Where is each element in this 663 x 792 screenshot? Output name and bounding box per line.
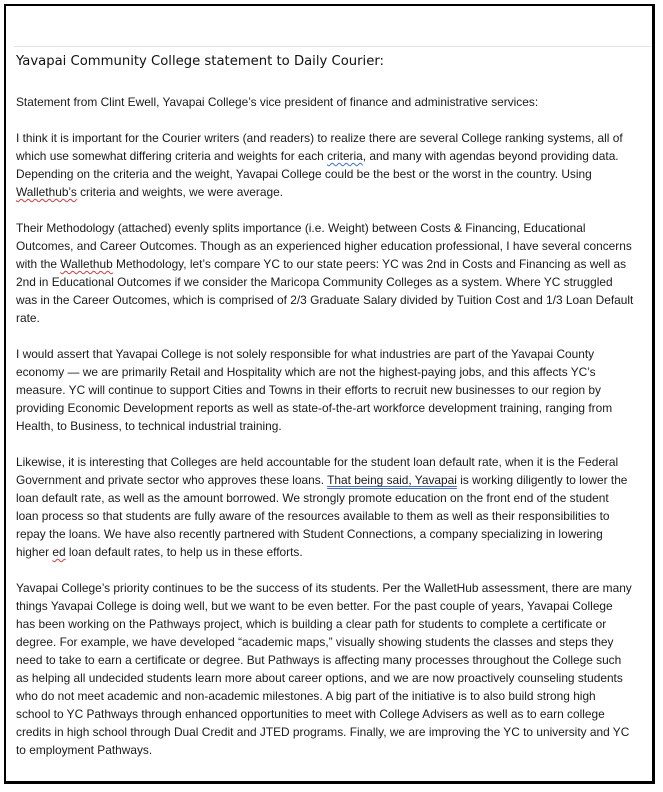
- text-run: Methodology, let’s compare YC to our state peers: YC was 2nd in Costs and Financing as well as: [112, 257, 627, 271]
- text-run: which use somewhat differing criteria and weights for each: [16, 149, 328, 163]
- paragraph-economy: [16, 345, 642, 435]
- spelling-flag-wallethub: Wallethub: [60, 257, 113, 271]
- text-run: Government and private sector who approves these loans.: [16, 473, 328, 487]
- text-line: was in the Career Outcomes, which is comprised of 2/3 Graduate Salary divided by Tuition Cost and 1/3 Loan Default: [16, 293, 634, 307]
- text-run: loan default rates, to help us in these efforts.: [65, 545, 303, 559]
- text-line: Health, to Business, to technical industrial training.: [16, 419, 282, 433]
- text-run: , and many with agendas beyond providing data.: [362, 149, 619, 163]
- paragraph-priority: [16, 579, 642, 759]
- spelling-flag-ed: ed: [52, 545, 66, 559]
- text-line: Depending on the criteria and the weight, Yavapai College could be the best or the worst in the country. Using: [16, 167, 592, 181]
- text-run: is working diligently to lower the: [456, 473, 628, 487]
- header-divider: [14, 46, 651, 47]
- text-line: to employment Pathways.: [16, 743, 153, 757]
- text-line: repay the loans. We have also recently partnered with Student Connections, a company specializing in lowering: [16, 527, 603, 541]
- text-line: rate.: [16, 311, 40, 325]
- text-line: loan process so that students are fully aware of the resources available to them as well as their responsibilities to: [16, 509, 610, 523]
- text-line: degree. For example, we have developed “academic maps,” visually showing students the classes and steps they: [16, 635, 614, 649]
- text-line: [16, 255, 642, 273]
- text-line: has been working on the Pathways project, which is building a clear path for students to complete a certificate or: [16, 617, 607, 631]
- text-line: I think it is important for the Courier writers (and readers) to realize there are several College ranking systems, all of: [16, 131, 623, 145]
- text-line: school to YC Pathways through enhanced opportunities to meet with College Advisers as well as to earn college: [16, 707, 605, 721]
- paragraph-ranking-systems: [16, 129, 642, 201]
- text-run: higher: [16, 545, 53, 559]
- text-line: [16, 543, 642, 561]
- text-line: who do not meet academic and non-academic milestones. A big part of the initiative is to also build strong high: [16, 689, 596, 703]
- text-line: credits in high school through Dual Credit and JTED programs. Finally, we are improving the YC to university and YC: [16, 725, 630, 739]
- paragraph-loan-default: [16, 453, 642, 561]
- text-line: [16, 183, 642, 201]
- text-line: measure. YC will continue to support Cities and Towns in their efforts to recruit new businesses to our region by: [16, 383, 601, 397]
- text-line: 2nd in Educational Outcomes if we consider the Maricopa Community Colleges as a system. Where YC struggled: [16, 275, 613, 289]
- text-line: providing Economic Development reports as well as state-of-the-art workforce development training, ranging from: [16, 401, 613, 415]
- document-body: [16, 93, 642, 777]
- paragraph-methodology: [16, 219, 642, 327]
- text-line: Yavapai College’s priority continues to be the success of its students. Per the WalletHub assessment, there are many: [16, 581, 632, 595]
- text-line: economy — we are primarily Retail and Hospitality which are not the highest-paying jobs, and this affects YC’s: [16, 365, 596, 379]
- text-line: need to take to earn a certificate or degree. But Pathways is affecting many processes throughout the College such: [16, 653, 622, 667]
- text-line: Their Methodology (attached) evenly splits importance (i.e. Weight) between Costs & Financing, Educational: [16, 221, 586, 235]
- text-line: [16, 147, 642, 165]
- text-line: as helping all undecided students learn more about career options, and we are now proactively counseling students: [16, 671, 623, 685]
- intro-paragraph: [16, 93, 642, 111]
- text-run: criteria and weights, we were average.: [76, 185, 284, 199]
- intro-line: Statement from Clint Ewell, Yavapai College’s vice president of finance and administrative services:: [16, 95, 539, 109]
- text-line: Likewise, it is interesting that Colleges are held accountable for the student loan default rate, when it is the Federal: [16, 455, 619, 469]
- text-run: with the: [16, 257, 61, 271]
- grammar-flag-criteria: criteria: [327, 149, 363, 163]
- text-line: things Yavapai College is doing well, but we want to be even better. For the past couple of years, Yavapai College: [16, 599, 613, 613]
- text-line: loan default rate, as well as the amount borrowed. We strongly promote education on the front end of the student: [16, 491, 609, 505]
- spelling-flag-wallethubs: Wallethub’s: [16, 185, 77, 199]
- statement-title: Yavapai Community College statement to Daily Courier:: [16, 54, 384, 69]
- text-line: I would assert that Yavapai College is not solely responsible for what industries are part of the Yavapai County: [16, 347, 595, 361]
- text-line: [16, 471, 642, 489]
- text-line: Outcomes, and Career Outcomes. Though as an experienced higher education professional, I have several concerns: [16, 239, 632, 253]
- grammar-flag-that-being-said: That being said, Yavapai: [327, 473, 457, 487]
